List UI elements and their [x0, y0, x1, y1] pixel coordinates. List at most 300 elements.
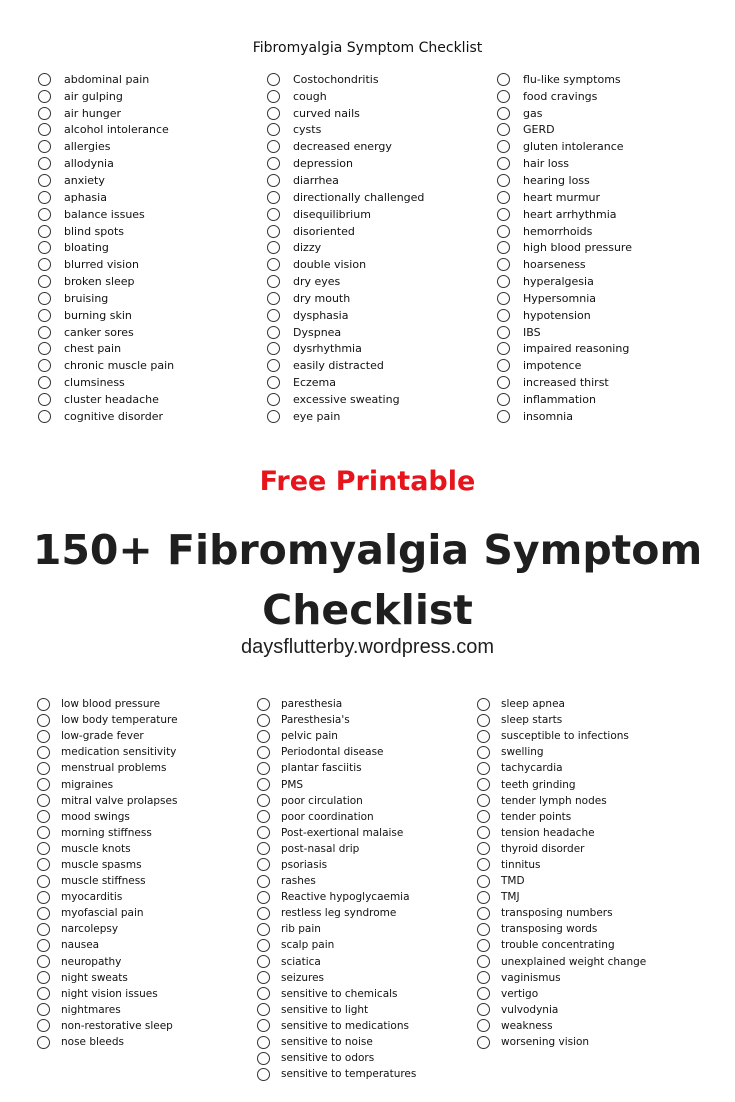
checklist-item [257, 905, 416, 921]
checkbox-circle-icon[interactable] [257, 1052, 270, 1065]
checklist-item [477, 760, 646, 776]
checklist-item-label: dizzy [293, 241, 322, 255]
checkbox-circle-icon[interactable] [477, 746, 490, 759]
checklist-item-label: weakness [501, 1019, 553, 1032]
checkbox-circle-icon[interactable] [37, 858, 50, 871]
checklist-item [257, 921, 416, 937]
checklist-item-label: chest pain [64, 342, 122, 356]
checklist-item-label: transposing words [501, 923, 598, 936]
checkbox-circle-icon[interactable] [37, 746, 50, 759]
checklist-item [37, 712, 178, 728]
checklist-item-label: hearing loss [523, 173, 590, 187]
checklist-item [477, 1018, 646, 1034]
checkbox-circle-icon[interactable] [267, 376, 280, 389]
checkbox-circle-icon[interactable] [497, 140, 510, 153]
checklist-item-label: nightmares [61, 1003, 121, 1016]
checkbox-circle-icon[interactable] [497, 73, 510, 86]
checkbox-circle-icon[interactable] [257, 746, 270, 759]
checklist-item-label: neuropathy [61, 955, 122, 968]
checkbox-circle-icon[interactable] [477, 810, 490, 823]
checkbox-circle-icon[interactable] [257, 1036, 270, 1049]
checkbox-circle-icon[interactable] [38, 410, 51, 423]
checkbox-circle-icon[interactable] [38, 174, 51, 187]
checklist-item [267, 189, 424, 206]
checkbox-circle-icon[interactable] [497, 157, 510, 170]
checkbox-circle-icon[interactable] [38, 342, 51, 355]
checkbox-circle-icon[interactable] [257, 1019, 270, 1032]
checkbox-circle-icon[interactable] [497, 292, 510, 305]
checklist-item-label: cluster headache [64, 392, 159, 406]
checkbox-circle-icon[interactable] [37, 971, 50, 984]
checkbox-circle-icon[interactable] [38, 140, 51, 153]
checkbox-circle-icon[interactable] [267, 410, 280, 423]
checklist-item [477, 986, 646, 1002]
checkbox-circle-icon[interactable] [38, 73, 51, 86]
checkbox-circle-icon[interactable] [257, 810, 270, 823]
promo-title [0, 520, 735, 640]
checkbox-circle-icon[interactable] [477, 955, 490, 968]
promo-url: daysflutterby.wordpress.com [240, 636, 495, 658]
checkbox-circle-icon[interactable] [267, 292, 280, 305]
checkbox-circle-icon[interactable] [477, 907, 490, 920]
checkbox-circle-icon[interactable] [37, 842, 50, 855]
checkbox-circle-icon[interactable] [37, 698, 50, 711]
checklist-item-label: anxiety [64, 173, 105, 187]
checklist-item [497, 324, 632, 341]
checkbox-circle-icon[interactable] [37, 955, 50, 968]
checklist-item-label: pelvic pain [281, 730, 338, 743]
checkbox-circle-icon[interactable] [38, 90, 51, 103]
checklist-item [257, 954, 416, 970]
checklist-item [497, 88, 632, 105]
checkbox-circle-icon[interactable] [477, 842, 490, 855]
checkbox-circle-icon[interactable] [37, 714, 50, 727]
checklist-item [37, 954, 178, 970]
checkbox-circle-icon[interactable] [38, 275, 51, 288]
checklist-item-label: susceptible to infections [501, 730, 629, 743]
checkbox-circle-icon[interactable] [267, 73, 280, 86]
checkbox-circle-icon[interactable] [38, 376, 51, 389]
checklist-item-label: dysrhythmia [293, 342, 362, 356]
checkbox-circle-icon[interactable] [477, 1036, 490, 1049]
checklist-item-label: impotence [523, 359, 582, 373]
checkbox-circle-icon[interactable] [497, 393, 510, 406]
checklist-item [477, 728, 646, 744]
checkbox-circle-icon[interactable] [37, 1003, 50, 1016]
checkbox-circle-icon[interactable] [257, 698, 270, 711]
checklist-item-label: dysphasia [293, 308, 349, 322]
checkbox-circle-icon[interactable] [497, 225, 510, 238]
checklist-item-label: allergies [64, 140, 111, 154]
checkbox-circle-icon[interactable] [37, 923, 50, 936]
checkbox-circle-icon[interactable] [267, 208, 280, 221]
checkbox-circle-icon[interactable] [257, 730, 270, 743]
top-column-1 [38, 71, 174, 425]
checklist-item-label: tinnitus [501, 858, 541, 871]
checkbox-circle-icon[interactable] [257, 714, 270, 727]
checkbox-circle-icon[interactable] [257, 794, 270, 807]
checklist-item [477, 905, 646, 921]
checkbox-circle-icon[interactable] [37, 907, 50, 920]
checklist-item-label: low body temperature [61, 714, 178, 727]
checklist-item-label: vertigo [501, 987, 539, 1000]
checklist-item [477, 1002, 646, 1018]
checkbox-circle-icon[interactable] [477, 714, 490, 727]
checklist-item-label: swelling [501, 746, 544, 759]
checklist-item [38, 391, 174, 408]
checkbox-circle-icon[interactable] [497, 174, 510, 187]
checkbox-circle-icon[interactable] [497, 123, 510, 136]
checklist-item [477, 825, 646, 841]
checkbox-circle-icon[interactable] [38, 359, 51, 372]
checklist-item [37, 970, 178, 986]
checklist-item [497, 357, 632, 374]
checklist-item-label: aphasia [64, 190, 107, 204]
checkbox-circle-icon[interactable] [257, 987, 270, 1000]
checkbox-circle-icon[interactable] [497, 275, 510, 288]
checkbox-circle-icon[interactable] [497, 107, 510, 120]
checklist-item [497, 155, 632, 172]
checklist-item [257, 1018, 416, 1034]
checkbox-circle-icon[interactable] [267, 342, 280, 355]
checkbox-circle-icon[interactable] [257, 842, 270, 855]
checklist-item [38, 357, 174, 374]
checkbox-circle-icon[interactable] [477, 987, 490, 1000]
checklist-item [38, 155, 174, 172]
checklist-item [38, 172, 174, 189]
checklist-item [38, 408, 174, 425]
checklist-item-label: blind spots [64, 224, 125, 238]
checklist-item-label: TMD [501, 875, 525, 888]
checklist-item [267, 341, 424, 358]
checkbox-circle-icon[interactable] [477, 698, 490, 711]
checklist-item [37, 857, 178, 873]
checklist-item [257, 760, 416, 776]
checklist-item [267, 391, 424, 408]
checklist-item-label: blurred vision [64, 258, 139, 272]
checklist-item-label: cognitive disorder [64, 409, 164, 423]
checkbox-circle-icon[interactable] [477, 875, 490, 888]
checkbox-circle-icon[interactable] [257, 1003, 270, 1016]
checkbox-circle-icon[interactable] [267, 107, 280, 120]
checklist-item [257, 793, 416, 809]
checklist-item [257, 744, 416, 760]
checkbox-circle-icon[interactable] [37, 730, 50, 743]
checkbox-circle-icon[interactable] [477, 858, 490, 871]
checklist-item [267, 71, 424, 88]
checklist-item-label: canker sores [64, 325, 134, 339]
checklist-item-label: bloating [64, 241, 109, 255]
checklist-item-label: directionally challenged [293, 190, 425, 204]
checkbox-circle-icon[interactable] [267, 275, 280, 288]
checklist-item [38, 273, 174, 290]
checkbox-circle-icon[interactable] [257, 778, 270, 791]
checklist-item [477, 954, 646, 970]
checkbox-circle-icon[interactable] [267, 359, 280, 372]
checklist-item-label: restless leg syndrome [281, 907, 397, 920]
checkbox-circle-icon[interactable] [267, 174, 280, 187]
checkbox-circle-icon[interactable] [257, 1068, 270, 1081]
checklist-item [257, 776, 416, 792]
checkbox-circle-icon[interactable] [497, 241, 510, 254]
checklist-item-label: double vision [293, 258, 367, 272]
checklist-item [267, 290, 424, 307]
checklist-item [497, 223, 632, 240]
checklist-item-label: unexplained weight change [501, 955, 647, 968]
checkbox-circle-icon[interactable] [38, 157, 51, 170]
checkbox-circle-icon[interactable] [267, 191, 280, 204]
checkbox-circle-icon[interactable] [267, 123, 280, 136]
checkbox-circle-icon[interactable] [257, 939, 270, 952]
checklist-item [37, 728, 178, 744]
checkbox-circle-icon[interactable] [37, 762, 50, 775]
checkbox-circle-icon[interactable] [257, 907, 270, 920]
checklist-item-label: hypotension [523, 308, 591, 322]
checkbox-circle-icon[interactable] [38, 258, 51, 271]
checklist-item-label: dry eyes [293, 275, 341, 289]
checkbox-circle-icon[interactable] [267, 393, 280, 406]
checkbox-circle-icon[interactable] [267, 225, 280, 238]
checklist-item [497, 374, 632, 391]
checklist-item [257, 986, 416, 1002]
checkbox-circle-icon[interactable] [497, 376, 510, 389]
checkbox-circle-icon[interactable] [37, 1019, 50, 1032]
checklist-item [37, 760, 178, 776]
top-column-3 [497, 71, 632, 425]
checklist-item [477, 744, 646, 760]
checklist-item [38, 71, 174, 88]
checklist-item-label: tender lymph nodes [501, 794, 607, 807]
checkbox-circle-icon[interactable] [267, 309, 280, 322]
checkbox-circle-icon[interactable] [38, 107, 51, 120]
checkbox-circle-icon[interactable] [257, 955, 270, 968]
checklist-item-label: cysts [293, 123, 322, 137]
checklist-item-label: trouble concentrating [501, 939, 615, 952]
checkbox-circle-icon[interactable] [37, 1036, 50, 1049]
checkbox-circle-icon[interactable] [497, 208, 510, 221]
checkbox-circle-icon[interactable] [38, 225, 51, 238]
checklist-item [257, 1050, 416, 1066]
checklist-item [267, 256, 424, 273]
checkbox-circle-icon[interactable] [257, 762, 270, 775]
checkbox-circle-icon[interactable] [477, 1019, 490, 1032]
checklist-item [267, 105, 424, 122]
checkbox-circle-icon[interactable] [38, 241, 51, 254]
checklist-item-label: alcohol intolerance [64, 123, 169, 137]
checklist-item-label: food cravings [523, 89, 598, 103]
checkbox-circle-icon[interactable] [38, 292, 51, 305]
checklist-item-label: Post-exertional malaise [281, 826, 404, 839]
checklist-item-label: Reactive hypoglycaemia [281, 891, 410, 904]
checklist-item [477, 970, 646, 986]
checklist-item-label: mitral valve prolapses [61, 794, 178, 807]
checklist-item-label: vaginismus [501, 971, 561, 984]
bottom-column-1 [37, 696, 178, 1050]
checkbox-circle-icon[interactable] [257, 891, 270, 904]
checklist-item [37, 696, 178, 712]
checklist-item-label: poor coordination [281, 810, 374, 823]
checklist-item-label: nausea [61, 939, 100, 952]
checklist-item [497, 290, 632, 307]
checkbox-circle-icon[interactable] [257, 826, 270, 839]
checkbox-circle-icon[interactable] [38, 191, 51, 204]
checklist-item-label: Eczema [293, 376, 336, 390]
checklist-item [267, 324, 424, 341]
checkbox-circle-icon[interactable] [497, 309, 510, 322]
checklist-item [257, 696, 416, 712]
checkbox-circle-icon[interactable] [267, 140, 280, 153]
checklist-item-label: Dyspnea [293, 325, 342, 339]
checkbox-circle-icon[interactable] [267, 157, 280, 170]
checkbox-circle-icon[interactable] [497, 326, 510, 339]
checklist-item [257, 937, 416, 953]
checklist-item-label: hoarseness [523, 258, 586, 272]
checklist-item-label: plantar fasciitis [281, 762, 362, 775]
checklist-item-label: burning skin [64, 308, 132, 322]
checklist-item [267, 273, 424, 290]
checkbox-circle-icon[interactable] [257, 923, 270, 936]
checkbox-circle-icon[interactable] [497, 410, 510, 423]
checkbox-circle-icon[interactable] [477, 730, 490, 743]
checklist-item [497, 273, 632, 290]
checkbox-circle-icon[interactable] [497, 90, 510, 103]
checkbox-circle-icon[interactable] [477, 778, 490, 791]
checkbox-circle-icon[interactable] [38, 326, 51, 339]
checklist-item [257, 712, 416, 728]
checkbox-circle-icon[interactable] [37, 939, 50, 952]
checkbox-circle-icon[interactable] [38, 208, 51, 221]
checklist-item-label: sleep starts [501, 714, 563, 727]
checklist-item [267, 138, 424, 155]
checklist-item-label: night vision issues [61, 987, 158, 1000]
checklist-item-label: sensitive to noise [281, 1036, 373, 1049]
checkbox-circle-icon[interactable] [477, 971, 490, 984]
checklist-item-label: low-grade fever [61, 730, 144, 743]
checklist-item-label: allodynia [64, 157, 114, 171]
checkbox-circle-icon[interactable] [37, 810, 50, 823]
checkbox-circle-icon[interactable] [477, 939, 490, 952]
checklist-item-label: GERD [523, 123, 555, 137]
checklist-item-label: paresthesia [281, 698, 343, 711]
checkbox-circle-icon[interactable] [267, 90, 280, 103]
checkbox-circle-icon[interactable] [267, 241, 280, 254]
checklist-item-label: scalp pain [281, 939, 335, 952]
checklist-item-label: muscle knots [61, 842, 131, 855]
checkbox-circle-icon[interactable] [497, 342, 510, 355]
checklist-item [497, 172, 632, 189]
checkbox-circle-icon[interactable] [37, 891, 50, 904]
promo-title-line-1: 150+ Fibromyalgia Symptom [32, 526, 703, 574]
checkbox-circle-icon[interactable] [477, 794, 490, 807]
checklist-item [38, 189, 174, 206]
checklist-item [257, 1002, 416, 1018]
checklist-item-label: myocarditis [61, 891, 123, 904]
checkbox-circle-icon[interactable] [497, 191, 510, 204]
checklist-item-label: high blood pressure [523, 241, 632, 255]
checklist-item-label: teeth grinding [501, 778, 576, 791]
checklist-item [497, 408, 632, 425]
checklist-item [267, 88, 424, 105]
checkbox-circle-icon[interactable] [257, 858, 270, 871]
checklist-item [38, 324, 174, 341]
checkbox-circle-icon[interactable] [477, 891, 490, 904]
checklist-item-label: rashes [281, 875, 316, 888]
checklist-item [497, 341, 632, 358]
checklist-item-label: IBS [523, 325, 541, 339]
checklist-item [37, 873, 178, 889]
checklist-item [257, 970, 416, 986]
checkbox-circle-icon[interactable] [38, 393, 51, 406]
checklist-item [37, 889, 178, 905]
checklist-item [257, 857, 416, 873]
checkbox-circle-icon[interactable] [37, 794, 50, 807]
checklist-item [477, 937, 646, 953]
checklist-item-label: morning stiffness [61, 826, 152, 839]
checkbox-circle-icon[interactable] [477, 923, 490, 936]
checkbox-circle-icon[interactable] [267, 326, 280, 339]
checklist-item [38, 122, 174, 139]
checklist-item [37, 1002, 178, 1018]
checklist-item [37, 921, 178, 937]
checklist-item [38, 223, 174, 240]
checklist-item-label: migraines [61, 778, 114, 791]
checklist-item-label: Hypersomnia [523, 291, 596, 305]
checklist-item [497, 239, 632, 256]
checklist-item [37, 905, 178, 921]
checkbox-circle-icon[interactable] [257, 971, 270, 984]
promo-title-line-2: Checklist [262, 586, 473, 634]
checklist-item [38, 138, 174, 155]
checklist-item-label: balance issues [64, 207, 145, 221]
checklist-item-label: sensitive to odors [281, 1052, 375, 1065]
checklist-item [37, 1034, 178, 1050]
checklist-item [37, 841, 178, 857]
checklist-item-label: excessive sweating [293, 392, 400, 406]
checklist-item [37, 825, 178, 841]
checkbox-circle-icon[interactable] [497, 359, 510, 372]
checklist-item-label: increased thirst [523, 376, 609, 390]
checkbox-circle-icon[interactable] [37, 875, 50, 888]
checkbox-circle-icon[interactable] [37, 987, 50, 1000]
checklist-item [37, 744, 178, 760]
checkbox-circle-icon[interactable] [267, 258, 280, 271]
checklist-item [257, 889, 416, 905]
checklist-item-label: Paresthesia's [281, 714, 350, 727]
checkbox-circle-icon[interactable] [477, 1003, 490, 1016]
checklist-item [477, 1034, 646, 1050]
checkbox-circle-icon[interactable] [497, 258, 510, 271]
checklist-item-label: heart arrhythmia [523, 207, 617, 221]
checklist-item [37, 793, 178, 809]
checkbox-circle-icon[interactable] [37, 826, 50, 839]
checkbox-circle-icon[interactable] [477, 762, 490, 775]
checklist-item-label: PMS [281, 778, 304, 791]
checkbox-circle-icon[interactable] [38, 309, 51, 322]
checklist-item-label: clumsiness [64, 376, 125, 390]
checkbox-circle-icon[interactable] [37, 778, 50, 791]
checklist-item-label: psoriasis [281, 858, 328, 871]
checklist-item-label: decreased energy [293, 140, 392, 154]
checkbox-circle-icon[interactable] [38, 123, 51, 136]
checklist-item-label: chronic muscle pain [64, 359, 175, 373]
checklist-item [38, 88, 174, 105]
checklist-item-label: thyroid disorder [501, 842, 585, 855]
checklist-item-label: eye pain [293, 409, 341, 423]
checkbox-circle-icon[interactable] [477, 826, 490, 839]
top-column-2 [267, 71, 424, 425]
checkbox-circle-icon[interactable] [257, 875, 270, 888]
checklist-item-label: worsening vision [501, 1036, 590, 1049]
